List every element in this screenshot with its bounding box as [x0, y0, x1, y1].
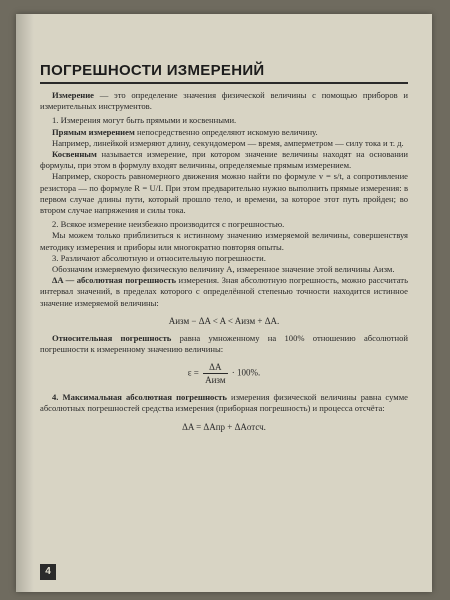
term: Косвенным — [52, 149, 97, 160]
paragraph-error-kinds: 3. Различают абсолютную и относительную погрешности. — [52, 252, 266, 263]
formula-max-error: ΔA = ΔAпр + ΔAотсч. — [182, 421, 266, 432]
paragraph-text: называется измерение, при котором значение величины находят на основании формулы, при этом в формулу входят величины, определяемые прямым измерением. — [40, 149, 408, 171]
paragraph-direct — [40, 127, 408, 138]
term: Относительная погрешность — [52, 332, 172, 343]
fraction-numerator: ΔA — [203, 361, 227, 374]
term: Прямым измерением — [52, 126, 135, 137]
paragraph-approach: Мы можем только приблизиться к истинному значению измеряемой величины, совершенствуя методику измерения и приборы или многократно повторяя опыты. — [40, 230, 408, 252]
fraction-denominator: Aизм — [205, 375, 226, 386]
paragraph-text: равна умноженному на 100% отношению абсолютной погрешности к измеренному значению величины: — [40, 332, 409, 355]
formula-relative-error — [40, 361, 408, 386]
formula-rhs: · 100%. — [231, 367, 261, 378]
page-header — [40, 54, 408, 84]
page-gutter-shadow — [16, 14, 34, 592]
paragraph-error-inevitable: 2. Всякое измерение неизбежно производится с погрешностью. — [52, 219, 285, 230]
paragraph-text: — это определение значения физической величины с помощью приборов и измерительных инструментов. — [40, 90, 408, 112]
formula-interval: Aизм − ΔA < A < Aизм + ΔA. — [168, 315, 280, 326]
paragraph-direct-example: Например, линейкой измеряют длину, секундомером — время, амперметром — силу тока и т. д. — [52, 137, 404, 148]
paragraph-max-error — [40, 392, 408, 414]
paragraph-definition — [40, 90, 408, 112]
paragraph-text: измерения. Зная абсолютную погрешность, можно рассчитать интервал значений, в пределах которого с определённой степенью точности находится истинное значение измеряемой величины: — [40, 275, 408, 308]
book-page — [16, 14, 432, 592]
fraction — [203, 361, 227, 386]
paragraph-notation: Обозначим измеряемую физическую величину A, измеренное значение этой величины Aизм. — [52, 264, 395, 275]
page-title: ПОГРЕШНОСТИ ИЗМЕРЕНИЙ — [40, 62, 265, 79]
paragraph-measurement-types: 1. Измерения могут быть прямыми и косвенными. — [52, 115, 237, 126]
paragraph-text: непосредственно определяют искомую величину. — [134, 126, 318, 137]
paragraph-text: измерения физической величины равна сумме абсолютных погрешностей средства измерения (приборная погрешность) и процесса отсчёта: — [40, 392, 409, 414]
paragraph-relative-error — [40, 333, 408, 355]
page-number: 4 — [40, 564, 56, 580]
term: ΔA — абсолютная погрешность — [52, 275, 177, 286]
page-content — [40, 90, 408, 439]
paragraph-absolute-error — [40, 275, 408, 309]
paragraph-indirect-example: Например, скорость равномерного движения можно найти по формуле v = s/t, а сопротивление резистора — по формуле R = U/I. При этом предварительно нужно выполнить прямые измерения: в первом случае длины пути, который прошло тело, и времени, за которое этот путь пройден; во втором случае напряжения и силы тока. — [40, 171, 408, 216]
formula-lhs: ε = — [187, 367, 199, 378]
paragraph-indirect — [40, 149, 408, 171]
term: Измерение — [52, 90, 94, 100]
term: 4. Максимальная абсолютная погрешность — [52, 392, 227, 403]
